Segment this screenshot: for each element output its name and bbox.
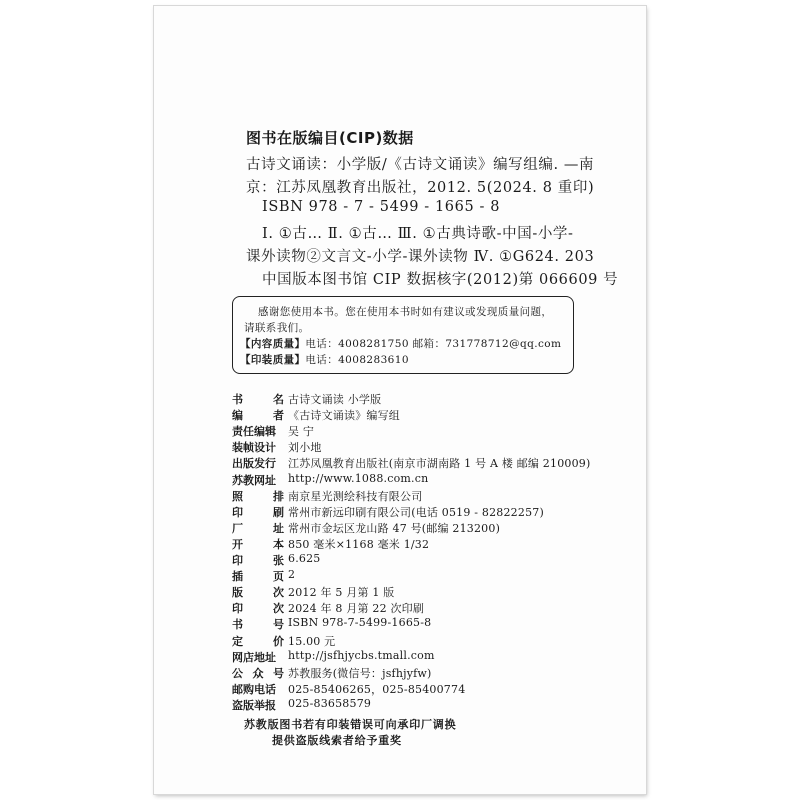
footer-line-1: 苏教版图书若有印装错误可向承印厂调换 <box>244 718 457 731</box>
colophon-value: ISBN 978-7-5499-1665-8 <box>288 616 432 630</box>
notice-content-row <box>240 336 561 351</box>
print-quality-label: 【印装质量】 <box>240 354 306 366</box>
colophon-value: 025-85406265，025-85400774 <box>288 682 466 696</box>
colophon-value: 古诗文诵读 小学版 <box>288 393 382 406</box>
colophon-value: 850 毫米×1168 毫米 1/32 <box>288 537 430 551</box>
colophon-label: 版 次 <box>232 586 284 600</box>
colophon-value: 2012 年 5 月第 1 版 <box>288 586 395 600</box>
notice-line-2: 请联系我们。 <box>244 322 310 334</box>
colophon-label: 网 店 地 址 <box>232 650 276 664</box>
colophon-value: 吴 宁 <box>288 425 315 439</box>
cip-line-4: Ⅰ. ①古… Ⅱ. ①古… Ⅲ. ①古典诗歌-中国-小学- <box>262 226 574 242</box>
colophon-label: 装 帧 设 计 <box>232 441 276 455</box>
colophon-label: 照 排 <box>232 489 284 503</box>
cip-line-5: 课外读物②文言文-小学-课外读物 Ⅳ. ①G624. 203 <box>246 249 595 265</box>
colophon-label: 定 价 <box>232 634 284 648</box>
footer-line-2: 提供盗版线索者给予重奖 <box>272 734 402 747</box>
colophon-label: 书 号 <box>232 618 284 632</box>
colophon-label: 邮 购 电 话 <box>232 682 276 696</box>
colophon-value: http://jsfhjycbs.tmall.com <box>288 648 435 662</box>
colophon-value: 15.00 元 <box>288 634 336 648</box>
colophon-value: 《古诗文诵读》编写组 <box>288 409 400 423</box>
cip-title: 图书在版编目(CIP)数据 <box>246 129 414 147</box>
cip-line-1: 古诗文诵读：小学版/《古诗文诵读》编写组编. —南 <box>246 157 595 173</box>
colophon-label: 开 本 <box>232 537 284 551</box>
notice-line-1: 感谢您使用本书。您在使用本书时如有建议或发现质量问题， <box>258 306 553 318</box>
colophon-value: 南京星光测绘科技有限公司 <box>288 489 423 503</box>
colophon-value: http://www.1088.com.cn <box>288 471 429 485</box>
print-quality-contact: 电话：4008283610 <box>305 354 409 366</box>
colophon-value: 常州市金坛区龙山路 47 号(邮编 213200) <box>288 521 501 535</box>
colophon-value: 6.625 <box>288 552 321 565</box>
colophon-label: 公 众 号 <box>232 666 284 680</box>
colophon-label: 印 张 <box>232 554 284 567</box>
colophon-label: 苏 教 网 址 <box>232 473 276 487</box>
colophon-value: 2 <box>288 568 296 582</box>
colophon-value: 常州市新远印刷有限公司(电话 0519 - 82822257) <box>288 505 544 519</box>
content-quality-label: 【内容质量】 <box>240 338 306 350</box>
colophon-value: 苏教服务(微信号：jsfhjyfw) <box>288 666 432 680</box>
notice-print-row <box>240 352 409 367</box>
colophon-label: 编 者 <box>232 409 284 423</box>
cip-line-2: 京：江苏凤凰教育出版社，2012. 5(2024. 8 重印) <box>246 180 595 196</box>
colophon-label: 印 次 <box>232 602 284 616</box>
colophon-value: 江苏凤凰教育出版社(南京市湖南路 1 号 A 楼 邮编 210009) <box>288 457 591 471</box>
cip-line-6: 中国版本图书馆 CIP 数据核字(2012)第 066609 号 <box>262 272 619 288</box>
colophon-label: 厂 址 <box>232 521 284 535</box>
colophon-value: 刘小地 <box>288 441 322 455</box>
colophon-label: 盗 版 举 报 <box>232 698 276 712</box>
colophon-label: 印 刷 <box>232 505 284 519</box>
content-quality-contact: 电话：4008281750 邮箱：731778712@qq.com <box>305 338 562 350</box>
colophon-label: 出 版 发 行 <box>232 457 276 471</box>
colophon-value: 025-83658579 <box>288 696 372 710</box>
colophon-value: 2024 年 8 月第 22 次印刷 <box>288 602 425 616</box>
colophon-label: 插 页 <box>232 570 284 584</box>
colophon-label: 书 名 <box>232 393 284 406</box>
colophon-label: 责 任 编 辑 <box>232 425 276 439</box>
cip-isbn: ISBN 978 - 7 - 5499 - 1665 - 8 <box>262 199 501 215</box>
